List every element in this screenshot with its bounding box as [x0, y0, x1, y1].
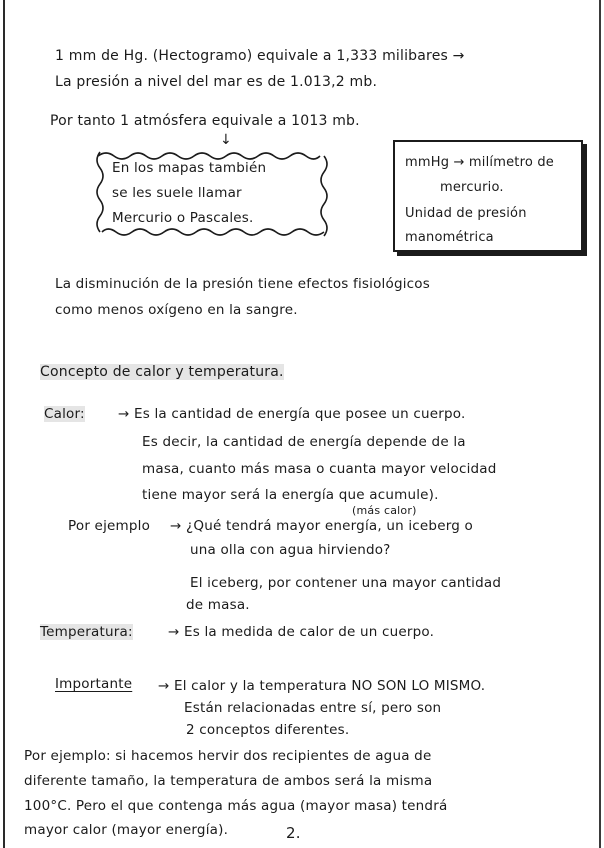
line-sea-level-pressure: La presión a nivel del mar es de 1.013,2 mb.	[55, 74, 378, 90]
left-page-edge	[3, 0, 5, 848]
note-left-line-2: se les suele llamar	[112, 185, 242, 201]
note-left-line-1: En los mapas también	[112, 160, 267, 176]
calor-line-2: Es decir, la cantidad de energía depende de la	[142, 434, 466, 450]
importante-line-1: → El calor y la temperatura NO SON LO MISMO.	[158, 678, 486, 694]
line-atmosphere-equivalence: Por tanto 1 atmósfera equivale a 1013 mb.	[50, 113, 360, 129]
box-right-line-1: mmHg → milímetro de	[405, 155, 554, 170]
box-right-line-3: Unidad de presión	[405, 206, 527, 221]
calor-line-1: → Es la cantidad de energía que posee un cuerpo.	[118, 406, 466, 422]
box-right-line-2: mercurio.	[440, 180, 504, 195]
temperatura-label: Temperatura:	[40, 624, 133, 640]
ejemplo2-line-4: mayor calor (mayor energía).	[24, 822, 229, 838]
line-less-oxygen: como menos oxígeno en la sangre.	[55, 302, 298, 318]
importante-line-3: 2 conceptos diferentes.	[186, 722, 350, 738]
ejemplo2-line-1: Por ejemplo: si hacemos hervir dos recipientes de agua de	[24, 748, 432, 764]
calor-line-4: tiene mayor será la energía que acumule).	[142, 487, 439, 503]
calor-line-3: masa, cuanto más masa o cuanta mayor velocidad	[142, 461, 497, 477]
ejemplo-line-3: El iceberg, por contener una mayor cantidad	[190, 575, 502, 591]
importante-line-2: Están relacionadas entre sí, pero son	[184, 700, 442, 716]
temperatura-line-1: → Es la medida de calor de un cuerpo.	[168, 624, 435, 640]
importante-label: Importante	[55, 676, 133, 692]
line-pressure-effects: La disminución de la presión tiene efectos fisiológicos	[55, 276, 430, 292]
line-mmhg-equivalence: 1 mm de Hg. (Hectogramo) equivale a 1,333 milibares →	[55, 48, 465, 64]
ejemplo-line-2: una olla con agua hirviendo?	[190, 542, 391, 558]
arrow-down-icon: ↓	[220, 132, 232, 148]
page-number: 2.	[286, 824, 301, 842]
box-right-line-4: manométrica	[405, 230, 494, 245]
calor-note: (más calor)	[352, 504, 417, 517]
section-heading: Concepto de calor y temperatura.	[40, 364, 284, 380]
note-left-line-3: Mercurio o Pascales.	[112, 210, 254, 226]
right-page-edge	[599, 0, 601, 848]
ejemplo-line-4: de masa.	[186, 597, 250, 613]
ejemplo2-line-2: diferente tamaño, la temperatura de ambos será la misma	[24, 773, 433, 789]
ejemplo-label: Por ejemplo	[68, 518, 151, 534]
ejemplo2-line-3: 100°C. Pero el que contenga más agua (mayor masa) tendrá	[24, 798, 448, 814]
ejemplo-line-1: → ¿Qué tendrá mayor energía, un iceberg o	[170, 518, 473, 534]
calor-label: Calor:	[44, 406, 85, 422]
